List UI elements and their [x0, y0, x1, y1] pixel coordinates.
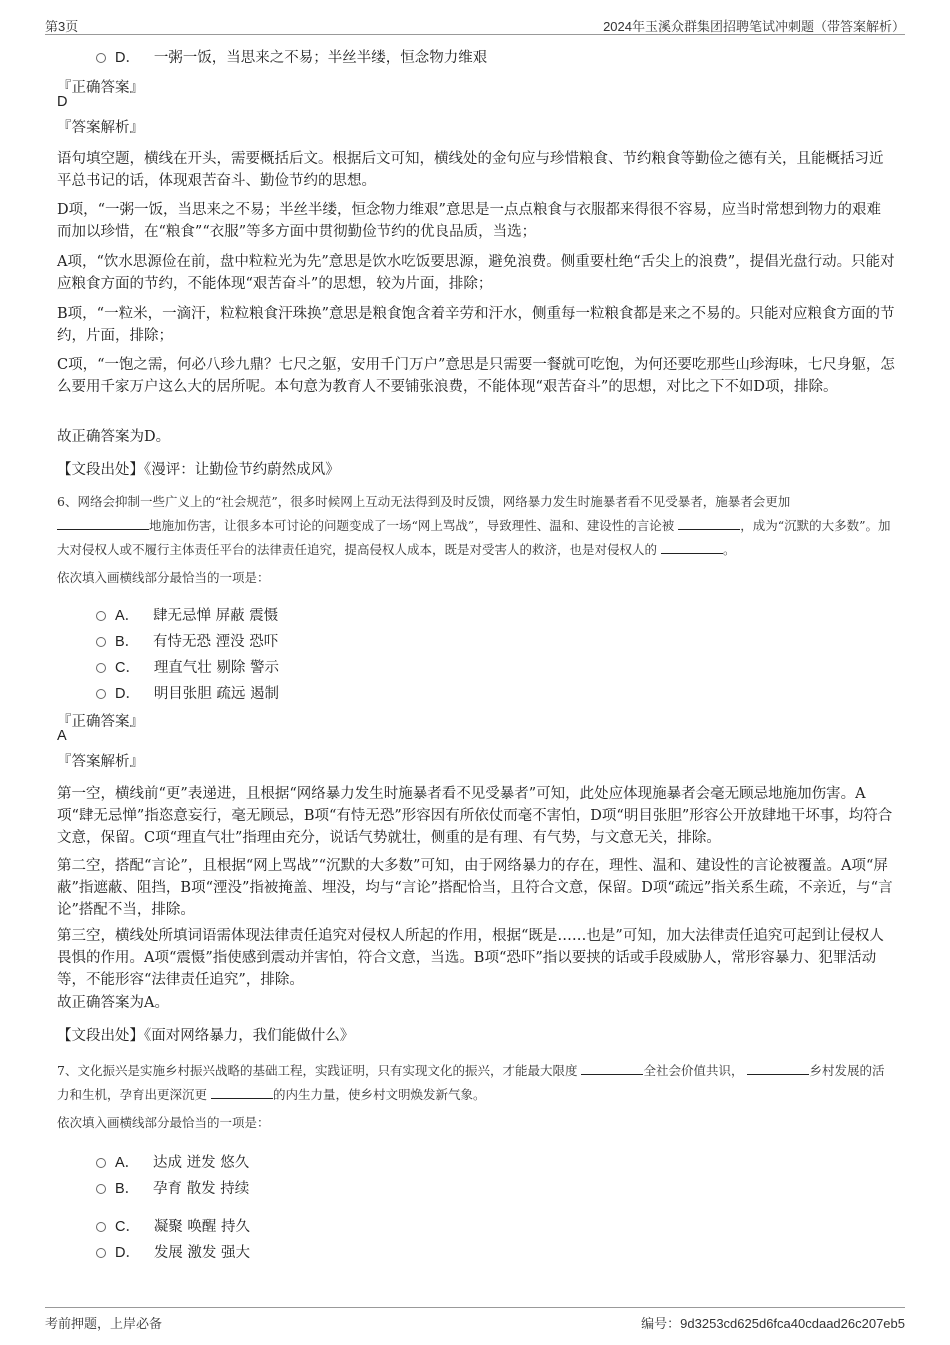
- q7-option-c[interactable]: [96, 1215, 250, 1236]
- q7-option-a[interactable]: [96, 1151, 249, 1172]
- option-letter: B．: [115, 1181, 140, 1197]
- option-text: 明目张胆 疏远 遏制: [153, 686, 280, 702]
- stem-text: 7、文化振兴是实施乡村振兴战略的基础工程，实践证明，只有实现文化的振兴，才能最大限度: [57, 1063, 578, 1078]
- option-text: 有恃无恐 湮没 恐吓: [153, 634, 279, 650]
- q6-option-a[interactable]: [96, 604, 278, 625]
- document-id: 编号：9d3253cd625d6fca40cdaad26c207eb5: [641, 1316, 905, 1331]
- radio-icon[interactable]: [96, 1184, 106, 1194]
- analysis-paragraph: D项，“一粥一饭，当思来之不易；半丝半缕，恒念物力维艰”意思是一点点粮食与衣服都来得很不容易，应当时常想到物力的艰难而加以珍惜，在“粮食”“衣服”等多方面中贯彻勤俭节约的优良品质，当选；: [57, 202, 881, 240]
- answer-label: 『正确答案』: [57, 80, 144, 96]
- question-stem: [57, 1059, 895, 1107]
- stem-text: 乡村发展的活力和生机，孕育出更深沉更: [57, 1063, 885, 1102]
- option-text: 凝聚 唤醒 持久: [153, 1219, 251, 1235]
- analysis-paragraph: B项，“一粒米，一滴汗，粒粒粮食汗珠换”意思是粮食饱含着辛劳和汗水，侧重每一粒粮食都是来之不易的。只能对应粮食方面的节约，片面，排除；: [57, 306, 895, 344]
- q7-option-d[interactable]: [96, 1241, 250, 1262]
- option-letter: D．: [115, 1245, 140, 1261]
- conclusion: 故正确答案为A。: [57, 995, 169, 1011]
- analysis-paragraph: C项，“一饱之需，何必八珍九鼎？七尺之躯，安用千门万户”意思是只需要一餐就可吃饱，为何还要吃那些山珍海味，七尺身躯，怎么要用千家万户这么大的居所呢。本句意为教育人不要铺张浪费，不能体现“艰苦奋斗”的思想，对比之下不如D项，排除。: [57, 357, 895, 395]
- radio-icon[interactable]: [96, 663, 106, 673]
- q5-option-d[interactable]: [96, 46, 487, 67]
- radio-icon[interactable]: [96, 689, 106, 699]
- option-text: 发展 激发 强大: [153, 1245, 251, 1261]
- answer-blank: [57, 517, 149, 530]
- question-prompt: 依次填入画横线部分最恰当的一项是：: [57, 570, 270, 585]
- option-text: 孕育 散发 持续: [153, 1181, 250, 1197]
- stem-text: 全社会价值共识，: [643, 1063, 744, 1078]
- analysis-paragraph: 第一空，横线前“更”表递进，且根据“网络暴力发生时施暴者看不见受暴者”可知，此处应体现施暴者会毫无顾忌地施加伤害。A项“肆无忌惮”指恣意妄行，毫无顾忌，B项“有恃无恐”形容因有所依仗而毫不害怕，D项“明目张胆”形容公开放肆地干坏事，均符合文意，保留。C项“理直气壮”指理由充分，说话气势就壮，侧重的是有理、有气势，与文意无关，排除。: [57, 786, 893, 846]
- stem-text: 6、网络会抑制一些广义上的“社会规范”，很多时候网上互动无法得到及时反馈，网络暴力发生时施暴者看不见受暴者，施暴者会更加: [57, 494, 791, 509]
- q6-option-b[interactable]: [96, 630, 278, 651]
- option-letter: B．: [115, 634, 140, 650]
- stem-text: 地施加伤害，让很多本可讨论的问题变成了一场“网上骂战”，导致理性、温和、建设性的言论被: [149, 518, 675, 533]
- header-rule: [45, 34, 905, 35]
- option-text: 达成 迸发 悠久: [153, 1155, 250, 1171]
- radio-icon[interactable]: [96, 1158, 106, 1168]
- option-letter: D．: [115, 50, 140, 66]
- answer-blank: [747, 1062, 809, 1075]
- q6-option-d[interactable]: [96, 682, 279, 703]
- analysis-paragraph: A项，“饮水思源俭在前，盘中粒粒光为先”意思是饮水吃饭要思源，避免浪费。侧重要杜绝“舌尖上的浪费”，提倡光盘行动。只能对应粮食方面的节约，不能体现“艰苦奋斗”的思想，较为片面，排除；: [57, 254, 895, 292]
- option-letter: A．: [115, 608, 140, 624]
- option-text: 肆无忌惮 屏蔽 震慑: [153, 608, 279, 624]
- stem-text: 。: [723, 542, 736, 557]
- answer-blank: [678, 517, 740, 530]
- stem-text: 的内生力量，使乡村文明焕发新气象。: [273, 1087, 486, 1102]
- answer-label: 『正确答案』: [57, 714, 144, 730]
- analysis-label: 『答案解析』: [57, 120, 144, 136]
- answer-value: D: [57, 94, 68, 110]
- source-citation: 【文段出处】《面对网络暴力，我们能做什么》: [57, 1028, 355, 1044]
- answer-blank: [581, 1062, 643, 1075]
- question-prompt: 依次填入画横线部分最恰当的一项是：: [57, 1115, 270, 1130]
- radio-icon[interactable]: [96, 637, 106, 647]
- analysis-paragraph: 第二空，搭配“言论”，且根据“网上骂战”“沉默的大多数”可知，由于网络暴力的存在，理性、温和、建设性的言论被覆盖。A项“屏蔽”指遮蔽、阻挡，B项“湮没”指被掩盖、埋没，均与“言论”搭配恰当，且符合文意，保留。D项“疏远”指关系生疏，不亲近，与“言论”搭配不当，排除。: [57, 858, 893, 918]
- answer-value: A: [57, 728, 67, 744]
- option-text: 一粥一饭，当思来之不易；半丝半缕，恒念物力维艰: [153, 50, 488, 66]
- radio-icon[interactable]: [96, 1222, 106, 1232]
- analysis-paragraph: 第三空，横线处所填词语需体现法律责任追究对侵权人所起的作用，根据“既是……也是”可知，加大法律责任追究可起到让侵权人畏惧的作用。A项“震慑”指使感到震动并害怕，符合文意，当选。B项“恐吓”指以要挟的话或手段威胁人，常形容暴力、犯罪活动等，不能形容“法律责任追究”，排除。: [57, 928, 884, 988]
- radio-icon[interactable]: [96, 611, 106, 621]
- footer-rule: [45, 1307, 905, 1308]
- option-letter: A．: [115, 1155, 140, 1171]
- answer-blank: [661, 541, 723, 554]
- option-letter: D．: [115, 686, 140, 702]
- option-letter: C．: [115, 660, 140, 676]
- question-stem: [57, 490, 895, 562]
- analysis-paragraph: 语句填空题，横线在开头，需要概括后文。根据后文可知，横线处的金句应与珍惜粮食、节约粮食等勤俭之德有关，且能概括习近平总书记的话，体现艰苦奋斗、勤俭节约的思想。: [57, 151, 884, 189]
- document-title: 2024年玉溪众群集团招聘笔试冲刺题（带答案解析）: [603, 19, 905, 34]
- analysis-label: 『答案解析』: [57, 754, 144, 770]
- option-letter: C．: [115, 1219, 140, 1235]
- option-text: 理直气壮 剔除 警示: [153, 660, 280, 676]
- q6-option-c[interactable]: [96, 656, 279, 677]
- conclusion: 故正确答案为D。: [57, 429, 171, 445]
- source-citation: 【文段出处】《漫评：让勤俭节约蔚然成风》: [57, 462, 340, 478]
- radio-icon[interactable]: [96, 53, 106, 63]
- answer-blank: [211, 1086, 273, 1099]
- radio-icon[interactable]: [96, 1248, 106, 1258]
- q7-option-b[interactable]: [96, 1177, 249, 1198]
- page-number: 第3页: [45, 19, 79, 34]
- footer-slogan: 考前押题，上岸必备: [45, 1317, 163, 1332]
- stem-text: ，成为“沉默的大多数”。加大对侵权人或不履行主体责任平台的法律责任追究，提高侵权人成本，既是对受害人的救济，也是对侵权人的: [57, 518, 891, 557]
